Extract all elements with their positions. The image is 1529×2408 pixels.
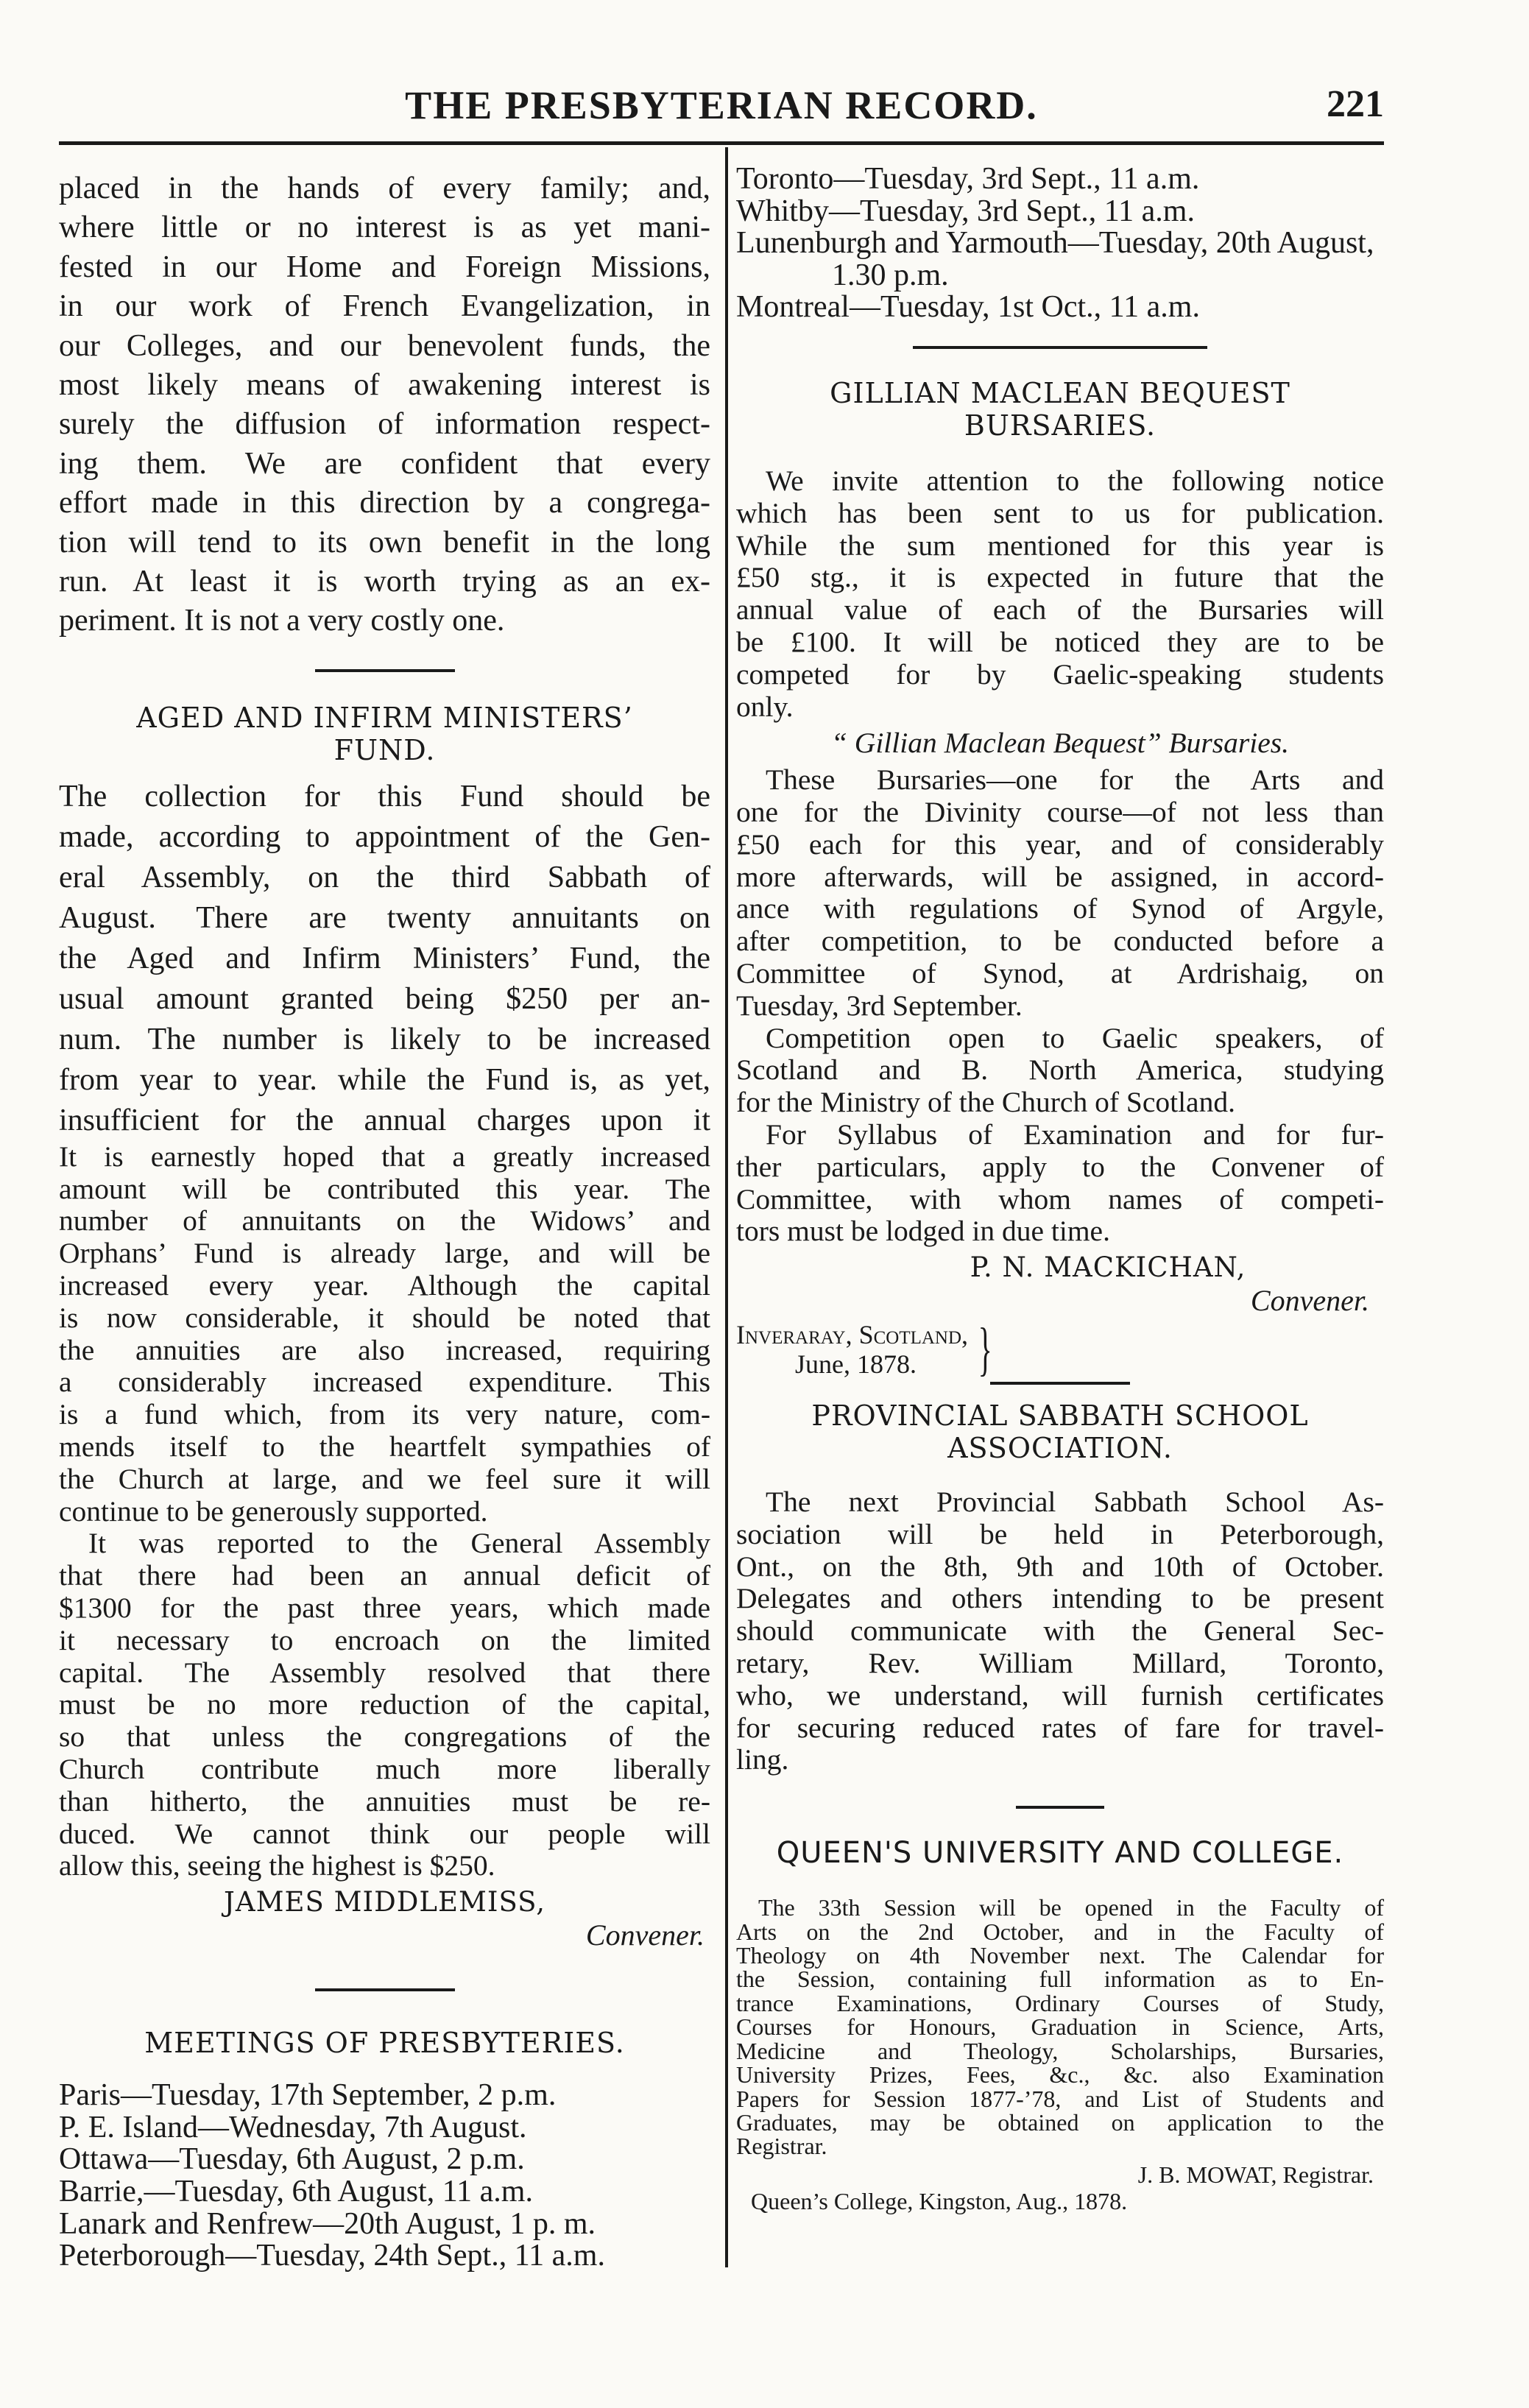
list-item: Montreal—Tuesday, 1st Oct., 11 a.m. (736, 290, 1200, 325)
text-line: Courses for Honours, Graduation in Science, Arts, (736, 2013, 1384, 2041)
queens-paragraph (736, 1896, 1384, 2158)
provincial-heading-line2: ASSOCIATION. (947, 1432, 1173, 1465)
text-line: Medicine and Theology, Scholarships, Bursaries, (736, 2037, 1384, 2064)
text-line: For Syllabus of Examination and for fur- (766, 1118, 1384, 1151)
text-line: sociation will be held in Peterborough, (736, 1517, 1384, 1550)
aged-paragraph-1a (59, 777, 710, 1141)
gillian-paragraph-3 (736, 1023, 1384, 1119)
text-line: competed for by Gaelic-speaking students (736, 657, 1384, 691)
text-line: the annuities are also increased, requiring (59, 1333, 710, 1366)
meetings-list (59, 2080, 710, 2273)
list-item: Peterborough—Tuesday, 24th Sept., 11 a.m. (59, 2239, 605, 2273)
text-line: one for the Divinity course—of not less than (736, 795, 1384, 828)
text-line: The 33th Session will be opened in the Faculty of (758, 1894, 1384, 1921)
text-line: is a fund which, from its very nature, com- (59, 1398, 710, 1431)
provincial-heading (736, 1399, 1384, 1464)
brace-glyph: } (978, 1317, 992, 1383)
gillian-heading-line2: BURSARIES. (964, 409, 1157, 442)
aged-heading-line1: AGED AND INFIRM MINISTERS’ (136, 701, 633, 734)
list-item: Barrie,—Tuesday, 6th August, 11 a.m. (59, 2174, 533, 2208)
text-line: Competition open to Gaelic speakers, of (766, 1021, 1384, 1054)
text-line: mends itself to the heartfelt sympathies of (59, 1430, 710, 1463)
provincial-heading-line1: PROVINCIAL SABBATH SCHOOL (811, 1399, 1309, 1433)
text-line: It was reported to the General Assembly (88, 1527, 710, 1560)
queens-dateline: Queen’s College, Kingston, Aug., 1878. (751, 2187, 1128, 2214)
text-line: allow this, seeing the highest is $250. (59, 1849, 495, 1882)
section-rule (315, 1988, 455, 1991)
gillian-heading-line1: GILLIAN MACLEAN BEQUEST (830, 376, 1290, 409)
text-line: should communicate with the General Sec- (736, 1614, 1384, 1648)
page-header (59, 77, 1384, 135)
text-line: annual value of each of the Bursaries will (736, 593, 1384, 626)
text-line: fested in our Home and Foreign Missions, (59, 250, 710, 284)
text-line: August. There are twenty annuitants on (59, 900, 710, 935)
list-item: Lanark and Renfrew—20th August, 1 p. m. (59, 2206, 596, 2241)
text-line: placed in the hands of every family; and, (59, 172, 710, 205)
text-line: it necessary to encroach on the limited (59, 1623, 710, 1656)
gillian-signature-name: P. N. MACKICHAN, (970, 1251, 1246, 1284)
list-item: Toronto—Tuesday, 3rd Sept., 11 a.m. (736, 162, 1200, 196)
text-line: tors must be lodged in due time. (736, 1215, 1110, 1248)
intro-paragraph (59, 169, 710, 641)
text-line: effort made in this direction by a congrega- (59, 486, 710, 520)
text-line: our Colleges, and our benevolent funds, the (59, 328, 710, 363)
text-line: Tuesday, 3rd September. (736, 989, 1023, 1022)
text-line: the Church at large, and we feel sure it will (59, 1462, 710, 1495)
text-line: While the sum mentioned for this year is (736, 529, 1384, 562)
meetings-list-continued (736, 163, 1384, 324)
text-line: must be no more reduction of the capital, (59, 1688, 710, 1721)
journal-title: THE PRESBYTERIAN RECORD. (405, 83, 1038, 127)
gillian-heading (736, 377, 1384, 442)
dateline-place: Inveraray, Scotland, (736, 1320, 969, 1350)
text-line: that there had been an annual deficit of (59, 1559, 710, 1592)
text-line: who, we understand, will furnish certificates (736, 1678, 1384, 1712)
left-column (59, 163, 710, 2273)
text-line: be £100. It will be noticed they are to be (736, 625, 1384, 658)
text-line: most likely means of awakening interest is (59, 368, 710, 403)
text-line: so that unless the congregations of the (59, 1720, 710, 1754)
text-line: which has been sent to us for publication. (736, 496, 1384, 529)
queens-heading: QUEEN'S UNIVERSITY AND COLLEGE. (776, 1836, 1344, 1871)
aged-signature-name: JAMES MIDDLEMISS, (224, 1886, 545, 1918)
text-line: retary, Rev. William Millard, Toronto, (736, 1647, 1384, 1680)
text-line: after competition, to be conducted before a (736, 925, 1384, 958)
text-line: amount will be contributed this year. The (59, 1172, 710, 1205)
text-line: the Aged and Infirm Ministers’ Fund, the (59, 941, 710, 975)
text-line: a considerably increased expenditure. This (59, 1366, 710, 1399)
text-line: Registrar. (736, 2133, 827, 2160)
gillian-paragraph-2 (736, 764, 1384, 1022)
list-item: Ottawa—Tuesday, 6th August, 2 p.m. (59, 2142, 525, 2177)
text-line: £50 stg., it is expected in future that the (736, 561, 1384, 594)
text-line: number of annuitants on the Widows’ and (59, 1204, 710, 1237)
text-line: from year to year. while the Fund is, as yet, (59, 1062, 710, 1097)
gillian-signature-role: Convener. (1250, 1284, 1369, 1318)
text-line: Graduates, may be obtained on application to the (736, 2108, 1384, 2136)
text-line: tion will tend to its own benefit in the long (59, 525, 710, 559)
text-line: Papers for Session 1877-’78, and List of Students and (736, 2085, 1384, 2112)
text-line: ling. (736, 1743, 789, 1776)
text-line: The next Provincial Sabbath School As- (766, 1486, 1384, 1519)
text-line: duced. We cannot think our people will (59, 1817, 710, 1850)
text-line: periment. It is not a very costly one. (59, 604, 505, 638)
text-line: These Bursaries—one for the Arts and (766, 763, 1384, 797)
aged-heading-line2: FUND. (333, 733, 436, 766)
section-rule (315, 669, 455, 672)
text-line: Orphans’ Fund is already large, and will be (59, 1237, 710, 1270)
text-line: Committee of Synod, at Ardrishaig, on (736, 956, 1384, 989)
provincial-paragraph (736, 1486, 1384, 1776)
queens-signature (736, 2161, 1384, 2188)
right-column (736, 163, 1384, 2214)
gillian-dateline (736, 1317, 1384, 1383)
text-line: Scotland and B. North America, studying (736, 1053, 1384, 1087)
text-line: Arts on the 2nd October, and in the Faculty of (736, 1918, 1384, 1945)
section-rule (913, 346, 1207, 349)
header-rule (59, 141, 1384, 145)
aged-paragraph-1b (59, 1141, 710, 1528)
text-line: for the Ministry of the Church of Scotland. (736, 1086, 1235, 1119)
text-line: capital. The Assembly resolved that there (59, 1656, 710, 1689)
gillian-paragraph-1 (736, 465, 1384, 723)
aged-signature-role: Convener. (585, 1918, 705, 1952)
text-line: £50 each for this year, and of considerably (736, 827, 1384, 861)
text-line: in our work of French Evangelization, in (59, 289, 710, 324)
text-line: insufficient for the annual charges upon it (59, 1103, 710, 1137)
text-line: made, according to appointment of the Gen- (59, 819, 710, 854)
gillian-paragraph-4 (736, 1119, 1384, 1248)
text-line: usual amount granted being $250 per an- (59, 981, 710, 1016)
text-line: continue to be generously supported. (59, 1494, 488, 1528)
list-item: Lunenburgh and Yarmouth—Tuesday, 20th August, 1.30 p.m. (736, 226, 1374, 292)
text-line: Delegates and others intending to be present (736, 1582, 1384, 1615)
text-line: We invite attention to the following notice (766, 464, 1384, 497)
text-line: more afterwards, will be assigned, in accord- (736, 860, 1384, 893)
aged-fund-heading (59, 702, 710, 766)
text-line: is now considerable, it should be noted that (59, 1301, 710, 1334)
text-line: only. (736, 690, 794, 723)
text-line: Church contribute much more liberally (59, 1753, 710, 1786)
text-line: for securing reduced rates of fare for travel- (736, 1711, 1384, 1744)
queens-signature-text: J. B. MOWAT, Registrar. (1137, 2161, 1374, 2188)
text-line: num. The number is likely to be increased (59, 1022, 710, 1056)
text-line: The collection for this Fund should be (59, 779, 710, 813)
text-line: It is earnestly hoped that a greatly increased (59, 1140, 710, 1173)
text-line: Committee, with whom names of competi- (736, 1182, 1384, 1215)
column-divider (725, 147, 728, 2267)
text-line: eral Assembly, on the third Sabbath of (59, 860, 710, 894)
text-line: where little or no interest is as yet mani- (59, 211, 710, 245)
text-line: than hitherto, the annuities must be re- (59, 1784, 710, 1818)
text-line: ing them. We are confident that every (59, 446, 710, 481)
dateline-date: June, 1878. (795, 1349, 917, 1380)
meetings-heading: MEETINGS OF PRESBYTERIES. (144, 2027, 625, 2060)
text-line: trance Examinations, Ordinary Courses of Study, (736, 1989, 1384, 2016)
text-line: increased every year. Although the capital (59, 1269, 710, 1302)
text-line: University Prizes, Fees, &c., &c. also Examination (736, 2061, 1384, 2089)
section-rule (990, 1382, 1130, 1385)
list-item: Whitby—Tuesday, 3rd Sept., 11 a.m. (736, 194, 1195, 228)
text-line: ther particulars, apply to the Convener of (736, 1150, 1384, 1183)
text-line: Theology on 4th November next. The Calendar for (736, 1942, 1384, 1969)
text-line: the Session, containing full information as to En- (736, 1966, 1384, 1993)
aged-paragraph-2 (59, 1528, 710, 1882)
gillian-italic-title: “ Gillian Maclean Bequest” Bursaries. (830, 727, 1290, 760)
text-line: Ont., on the 8th, 9th and 10th of October. (736, 1550, 1384, 1583)
section-rule (1016, 1806, 1104, 1809)
page-number: 221 (1327, 83, 1384, 125)
list-item: Paris—Tuesday, 17th September, 2 p.m. (59, 2078, 557, 2113)
text-line: run. At least it is worth trying as an ex- (59, 565, 710, 599)
text-line: $1300 for the past three years, which made (59, 1592, 710, 1625)
text-line: ance with regulations of Synod of Argyle, (736, 892, 1384, 925)
text-line: surely the diffusion of information respect- (59, 407, 710, 442)
list-item: P. E. Island—Wednesday, 7th August. (59, 2110, 527, 2144)
